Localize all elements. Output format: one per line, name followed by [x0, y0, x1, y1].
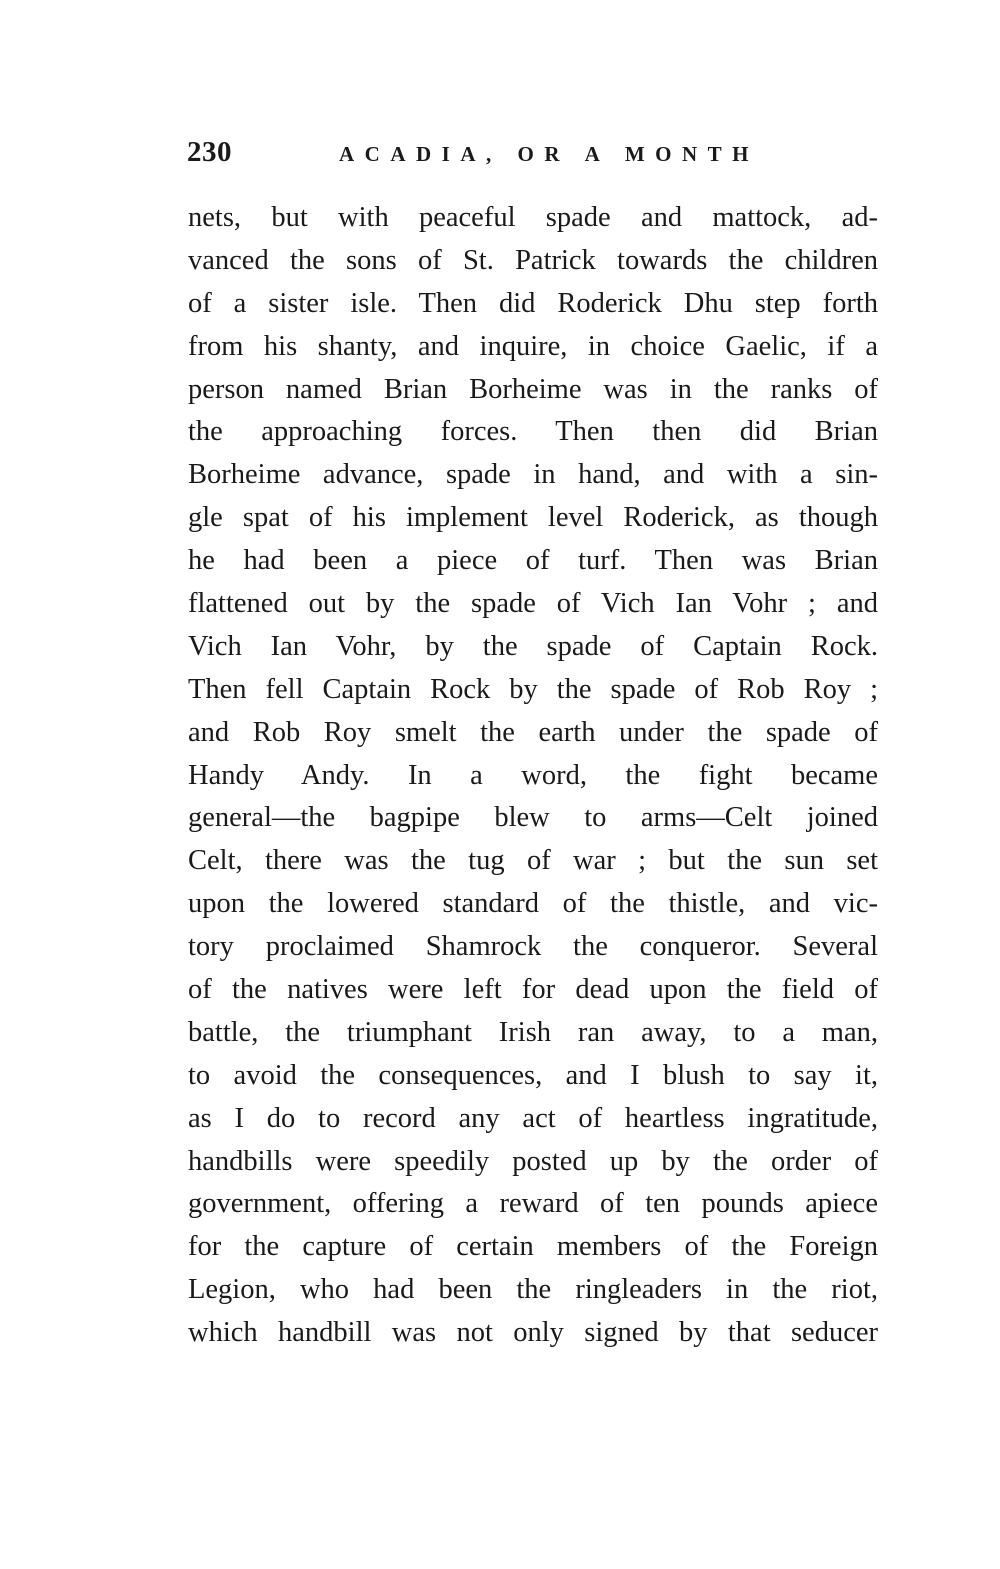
text-line: vanced the sons of St. Patrick towards the children: [188, 244, 878, 276]
text-line: Legion, who had been the ringleaders in the riot,: [188, 1274, 878, 1306]
page-number: 230: [187, 136, 232, 168]
text-line: person named Brian Borheime was in the ranks of: [188, 373, 878, 405]
running-title: ACADIA, OR A MONTH: [339, 142, 760, 166]
text-line: tory proclaimed Shamrock the conqueror. Several: [188, 931, 878, 963]
text-line: of a sister isle. Then did Roderick Dhu step forth: [188, 287, 878, 319]
text-line: handbills were speedily posted up by the order of: [188, 1145, 878, 1177]
text-line: nets, but with peaceful spade and mattock, ad-: [188, 202, 878, 233]
running-head: [187, 136, 877, 176]
text-line: Then fell Captain Rock by the spade of Rob Roy ;: [188, 673, 878, 705]
text-line: Vich Ian Vohr, by the spade of Captain Rock.: [188, 630, 878, 662]
text-line: government, offering a reward of ten pounds apiece: [188, 1188, 878, 1220]
body-text: [188, 197, 878, 1355]
text-line: upon the lowered standard of the thistle, and vic-: [188, 888, 878, 920]
text-line: of the natives were left for dead upon the field of: [188, 974, 878, 1006]
text-line: general—the bagpipe blew to arms—Celt joined: [188, 802, 878, 834]
text-line: Borheime advance, spade in hand, and with a sin-: [188, 459, 878, 491]
text-line: which handbill was not only signed by that seducer: [188, 1317, 878, 1349]
text-line: battle, the triumphant Irish ran away, to a man,: [188, 1016, 878, 1048]
text-line: as I do to record any act of heartless ingratitude,: [188, 1102, 878, 1134]
text-line: for the capture of certain members of the Foreign: [188, 1231, 878, 1263]
text-line: he had been a piece of turf. Then was Brian: [188, 545, 878, 577]
text-line: Handy Andy. In a word, the fight became: [188, 759, 878, 791]
text-line: gle spat of his implement level Roderick, as though: [188, 502, 878, 534]
text-line: from his shanty, and inquire, in choice Gaelic, if a: [188, 330, 878, 362]
text-line: flattened out by the spade of Vich Ian Vohr ; and: [188, 588, 878, 620]
text-line: the approaching forces. Then then did Brian: [188, 416, 878, 448]
text-line: Celt, there was the tug of war ; but the sun set: [188, 845, 878, 877]
text-line: to avoid the consequences, and I blush to say it,: [188, 1059, 878, 1091]
text-line: and Rob Roy smelt the earth under the spade of: [188, 716, 878, 748]
